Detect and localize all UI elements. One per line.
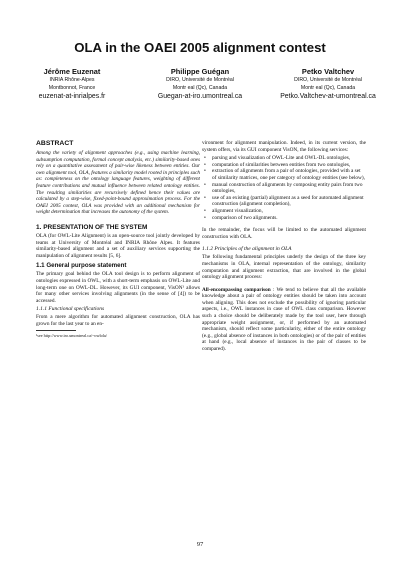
author-location: Montbonnot, France — [48, 85, 96, 92]
intro-text: vironment for alignment manipulation. Indeed, in its current version, the system offers, via its GUI component VisON, the following services: — [202, 140, 366, 153]
author-2 — [136, 67, 264, 102]
subsubsection-heading: 1.1.1 Functional specifications — [36, 306, 105, 313]
section-text: OLA (for OWL-Lite Alignment) is an open-source tool jointly developed by teams at University of Montréal and INRIA Rhône Alpes. It features similarity-based alignment and a set of auxiliary services supporting the manipulation of alignment results [5, 6]. — [36, 232, 200, 259]
author-name: Jérôme Euzenat — [43, 67, 101, 76]
list-item: • computation of similarities between entities from two ontologies, — [202, 162, 366, 169]
remainder-text: In the remainder, the focus will be limited to the automated alignment construction with OLA. — [202, 227, 366, 240]
author-name: Philippe Guégan — [170, 67, 230, 76]
footnote-rule — [36, 330, 76, 331]
author-email: Petko.Valtchev-at-umontreal.ca — [280, 93, 376, 101]
principle-text: : We tend to believe that all the available knowledge about a pair of ontology entities should be taken into account when aligning. This does not exclude the possibility of ignoring particular aspects, i.e., OWL instances in case of OWL class comparison. However such a choice should be deliberately made by the tool user, here through appropriate weight assignment, or, if performed by an automated mechanism, should reflect some particularity, either of the entire ontology (e.g., global absence of instances in both ontologies) or of the pair of entities at hand (e.g., local absence of instances in the pair of classes to be compared). — [202, 286, 367, 353]
list-item: • alignment visualization, — [202, 208, 366, 215]
author-affiliation: INRIA Rhône-Alpes — [49, 77, 95, 83]
subsection-heading: 1.1 General purpose statement — [36, 262, 127, 270]
paper-title: OLA in the OAEI 2005 alignment contest — [74, 40, 326, 55]
principle-paragraph — [202, 287, 366, 353]
subsubsection-text: From a mere algorithm for automated alignment construction, OLA has grown for the last year to an en- — [36, 314, 200, 327]
abstract-text: Among the variety of alignment approaches (e.g., using machine learning, subsumption computation, formal concept analysis, etc.) similarity-based ones rely on a quantitative assessment of pair-wise likeness between entities. Our own alignment tool, OLA, features a similarity model rooted in principles such as: completeness on the ontology language features, weighting of different feature contributions and mutual influence between related ontology entities. The resulting similarities are recursively defined hence their values are calculated by a step-wise, fixed-point-bound approximation process. For the OAEI 2005 contest, OLA was provided with an additional mechanism for weight determination that increases the autonomy of the system. — [36, 150, 200, 216]
author-name: Petko Valtchev — [301, 67, 355, 76]
subsubsection-heading: 1.1.2 Principles of the alignment in OLA — [202, 246, 292, 253]
author-1 — [8, 67, 136, 102]
list-item: • comparison of two alignments. — [202, 215, 366, 222]
author-email: Guegan-at-iro.umontreal.ca — [157, 93, 243, 101]
footnote: ¹see http://www.iro.umontreal.ca/~owlola/ — [36, 333, 107, 339]
subsection-text: The primary goal behind the OLA tool design is to perform alignment of ontologies expressed in OWL, with a short-term emphasis on OWL-Lite and long-term one on OWL-DL. However, its GUI component, VisON¹ allows for many other services involving alignments (in the sense of [4]) to be accessed. — [36, 271, 200, 304]
author-location: Montr eal (Qc), Canada — [172, 85, 228, 92]
list-item: • use of an existing (partial) alignment as a seed for automated alignment construction (alignment completion), — [202, 195, 366, 208]
list-item: • parsing and visualization of OWL-Lite and OWL-DL ontologies, — [202, 155, 366, 162]
services-list — [202, 155, 366, 221]
author-3 — [264, 67, 392, 102]
list-item: • manual construction of alignments by composing entity pairs from two ontologies, — [202, 182, 366, 195]
abstract-heading: ABSTRACT — [36, 140, 74, 147]
author-email: euzenat-at-inrialpes.fr — [38, 93, 106, 101]
author-affiliation: DIRO, Université de Montréal — [294, 77, 362, 83]
section-heading: 1. PRESENTATION OF THE SYSTEM — [36, 223, 148, 231]
author-affiliation: DIRO, Université de Montréal — [166, 77, 234, 83]
subsubsection-text: The following fundamental principles underly the design of the three key mechanisms in OLA, internal representation of the ontology, similarity computation and alignment extraction, that are involved in the global ontology alignment process: — [202, 254, 366, 281]
list-item: • extraction of alignments from a pair of ontologies, provided with a set of similarity matrices, one per category of ontology entities (see below), — [202, 168, 366, 181]
principle-label: All-encompassing comparison — [202, 286, 271, 293]
right-column — [202, 140, 366, 353]
page-number: 97 — [196, 541, 204, 548]
left-column — [36, 140, 200, 339]
author-location: Montr eal (Qc), Canada — [300, 85, 356, 92]
